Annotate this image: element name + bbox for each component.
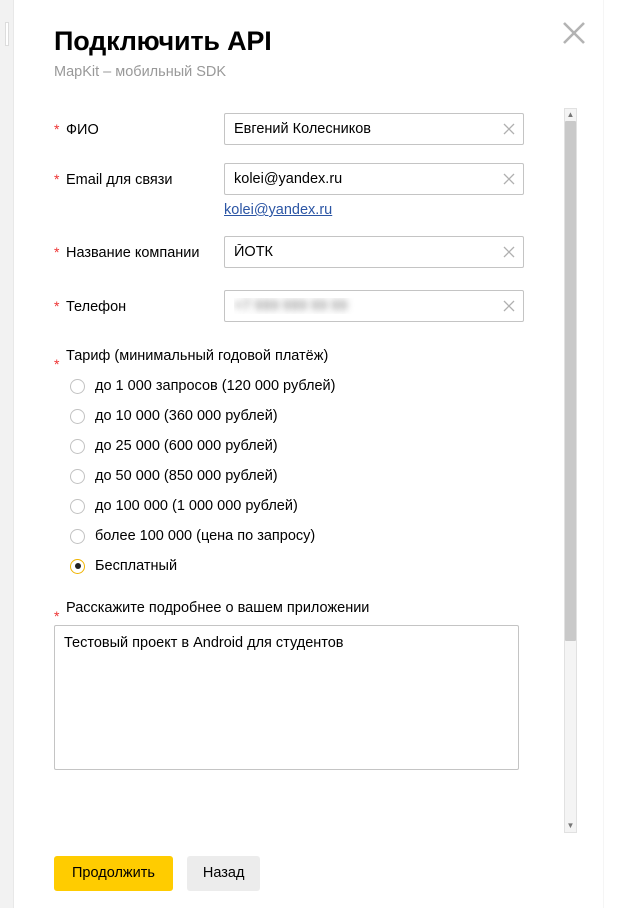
required-marker: * [54, 356, 60, 372]
clear-icon[interactable] [501, 121, 517, 137]
tariff-option-label: до 1 000 запросов (120 000 рублей) [95, 378, 336, 394]
tariff-legend-text: Тариф (минимальный годовой платёж) [66, 348, 329, 364]
field-phone-label-text: Телефон [66, 299, 127, 315]
back-button[interactable]: Назад [187, 856, 261, 891]
tariff-option-label: до 25 000 (600 000 рублей) [95, 438, 278, 454]
fullname-input[interactable] [224, 113, 524, 145]
field-company-input-wrap [224, 236, 524, 268]
right-page-strip [602, 0, 617, 908]
tariff-option-label: до 50 000 (850 000 рублей) [95, 468, 278, 484]
tariff-legend [54, 348, 522, 372]
tariff-option-10000[interactable] [70, 408, 522, 424]
field-fullname-label-text: ФИО [66, 122, 99, 138]
tariff-option-label: до 10 000 (360 000 рублей) [95, 408, 278, 424]
tariff-option-more-100000[interactable] [70, 528, 522, 544]
radio-icon [70, 469, 85, 484]
modal-header [14, 0, 603, 80]
modal-subtitle: MapKit – мобильный SDK [54, 64, 227, 80]
field-email-label-text: Email для связи [66, 172, 173, 188]
field-fullname-label [54, 113, 224, 139]
required-marker: * [54, 244, 60, 260]
clear-icon[interactable] [501, 298, 517, 314]
tariff-option-label: более 100 000 (цена по запросу) [95, 528, 316, 544]
tariff-option-100000[interactable] [70, 498, 522, 514]
form-scrollbar[interactable] [564, 108, 577, 833]
field-phone-input-wrap [224, 290, 524, 322]
tariff-option-label: до 100 000 (1 000 000 рублей) [95, 498, 298, 514]
field-company [54, 236, 522, 268]
radio-icon [70, 409, 85, 424]
scrollbar-thumb[interactable] [565, 121, 576, 641]
radio-icon [70, 379, 85, 394]
required-marker: * [54, 298, 60, 314]
description-label [54, 600, 522, 624]
email-autofill-suggestion[interactable]: kolei@yandex.ru [224, 202, 333, 218]
radio-selected-icon [70, 559, 85, 574]
tariff-option-free[interactable] [70, 558, 522, 574]
required-marker: * [54, 121, 60, 137]
modal-footer [14, 838, 603, 908]
radio-icon [70, 499, 85, 514]
description-label-text: Расскажите подробнее о вашем приложении [66, 600, 370, 616]
left-page-strip [0, 0, 15, 908]
tariff-option-25000[interactable] [70, 438, 522, 454]
required-marker: * [54, 171, 60, 187]
field-company-label [54, 236, 224, 262]
form [14, 101, 562, 785]
company-input[interactable] [224, 236, 524, 268]
field-email-label [54, 163, 224, 189]
radio-icon [70, 439, 85, 454]
description-section [54, 600, 522, 775]
scroll-down-arrow-icon[interactable]: ▼ [566, 821, 575, 830]
field-phone-label [54, 290, 224, 316]
close-icon[interactable] [557, 16, 591, 50]
field-fullname-input-wrap [224, 113, 524, 145]
tariff-option-label: Бесплатный [95, 558, 178, 574]
field-email-input-wrap [224, 163, 524, 218]
clear-icon[interactable] [501, 171, 517, 187]
page-title: Подключить API [54, 26, 272, 56]
email-input[interactable] [224, 163, 524, 195]
field-email [54, 163, 522, 218]
phone-input[interactable] [224, 290, 524, 322]
left-page-strip-marker [5, 22, 9, 46]
required-marker: * [54, 608, 60, 624]
continue-button[interactable]: Продолжить [54, 856, 173, 891]
field-company-label-text: Название компании [66, 245, 200, 261]
tariff-section [54, 348, 522, 574]
scroll-up-arrow-icon[interactable]: ▲ [566, 110, 575, 119]
description-textarea[interactable] [54, 625, 519, 770]
tariff-option-1000[interactable] [70, 378, 522, 394]
field-phone [54, 290, 522, 322]
form-scroll-area [14, 101, 603, 839]
field-fullname [54, 113, 522, 145]
connect-api-modal [14, 0, 603, 908]
tariff-option-50000[interactable] [70, 468, 522, 484]
clear-icon[interactable] [501, 244, 517, 260]
radio-icon [70, 529, 85, 544]
